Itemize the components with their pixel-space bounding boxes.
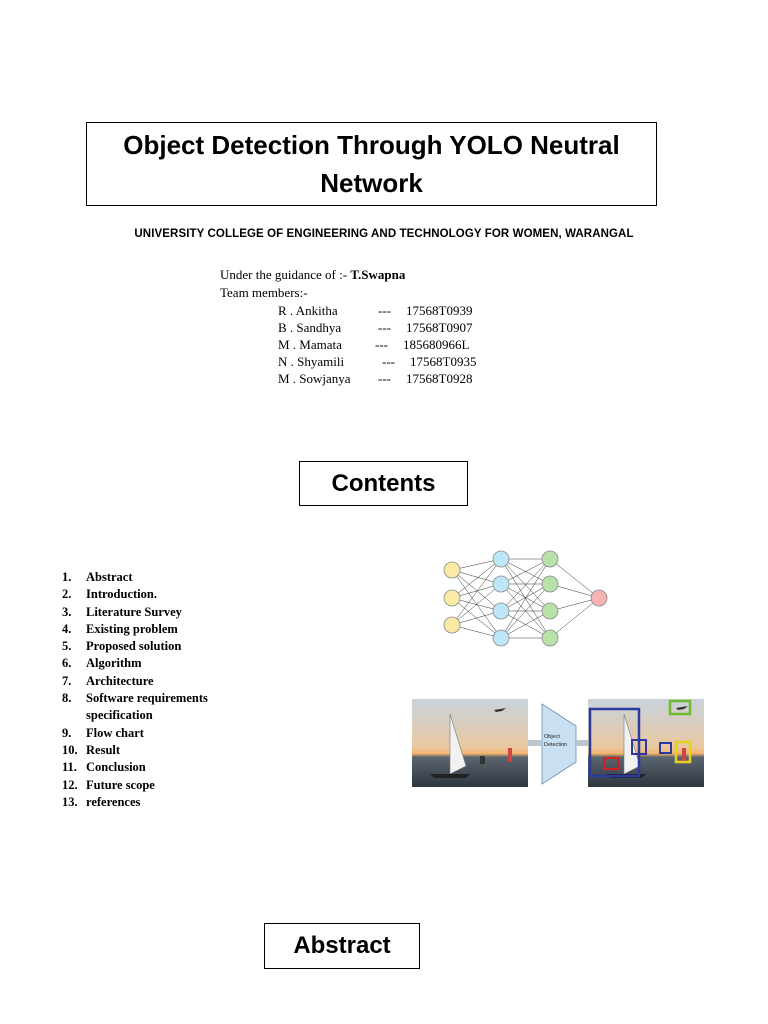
- toc-item: [62, 638, 236, 655]
- model-label-line1: Object: [544, 734, 560, 740]
- toc-item: [62, 673, 236, 690]
- toc-text: Introduction.: [86, 587, 157, 602]
- toc-number: 9.: [62, 725, 72, 740]
- toc-number: 11.: [62, 760, 77, 775]
- toc-number: 7.: [62, 673, 72, 688]
- toc-number: 12.: [62, 777, 78, 792]
- hidden-node: [493, 630, 509, 646]
- guide-name: T.Swapna: [350, 267, 406, 282]
- hidden-node: [493, 603, 509, 619]
- network-edge: [550, 598, 599, 638]
- toc-item: [62, 621, 236, 638]
- toc-text: Literature Survey: [86, 604, 182, 619]
- member-id: 17568T0939: [406, 303, 473, 318]
- input-photo: [412, 699, 528, 787]
- model-label-line2: Detection: [544, 742, 568, 748]
- network-connections: [452, 559, 599, 638]
- team-member: [278, 320, 472, 337]
- team-member: [278, 354, 476, 371]
- member-separator: ---: [378, 303, 391, 318]
- hidden-node: [542, 603, 558, 619]
- person: [480, 756, 485, 764]
- input-node: [444, 590, 460, 606]
- member-name: N . Shyamili: [278, 354, 345, 369]
- toc-number: 3.: [62, 604, 72, 619]
- toc-text: Algorithm: [86, 656, 142, 671]
- toc-text: Future scope: [86, 777, 155, 792]
- arrow-in: [528, 740, 542, 746]
- input-node: [444, 562, 460, 578]
- hidden-node: [542, 551, 558, 567]
- network-edge: [452, 584, 501, 625]
- toc-number: 1.: [62, 570, 72, 584]
- member-separator: ---: [382, 354, 395, 369]
- buoy: [508, 748, 512, 762]
- toc-item: [62, 794, 236, 811]
- neural-network-diagram: [435, 545, 615, 655]
- toc-number: 5.: [62, 639, 72, 654]
- hidden-node: [493, 551, 509, 567]
- team-member: [278, 371, 472, 388]
- toc-number: 4.: [62, 621, 72, 636]
- toc-text: references: [86, 794, 141, 809]
- toc-number: 2.: [62, 587, 72, 602]
- guidance-label: Under the guidance of :-: [220, 267, 351, 282]
- toc-text: Conclusion: [86, 760, 146, 775]
- member-id: 17568T0935: [410, 354, 477, 369]
- member-name: M . Sowjanya: [278, 371, 351, 386]
- member-name: R . Ankitha: [278, 303, 338, 318]
- team-member: [278, 337, 469, 354]
- university-name: UNIVERSITY COLLEGE OF ENGINEERING AND TECHNOLOGY FOR WOMEN, WARANGAL: [134, 228, 634, 240]
- toc-text: Result: [86, 742, 121, 757]
- toc-number: 8.: [62, 691, 72, 706]
- arrow-out: [576, 740, 588, 746]
- input-node: [444, 617, 460, 633]
- toc-text: Flow chart: [86, 725, 144, 740]
- member-id: 185680966L: [403, 337, 470, 352]
- team-member: [278, 303, 472, 320]
- toc-item: [62, 655, 236, 672]
- toc-item: [62, 777, 236, 794]
- toc-text: Abstract: [86, 570, 133, 584]
- toc-item: [62, 569, 236, 586]
- network-edge: [452, 570, 501, 611]
- guidance-line: [220, 267, 405, 283]
- contents-heading-box: [299, 461, 468, 506]
- abstract-heading-box: [264, 923, 420, 969]
- member-separator: ---: [375, 337, 388, 352]
- toc-number: 10.: [62, 742, 78, 757]
- hidden-node: [542, 630, 558, 646]
- toc-item: [62, 586, 236, 603]
- toc-item: [62, 690, 236, 725]
- toc-number: 13.: [62, 794, 78, 809]
- toc-text: Proposed solution: [86, 639, 182, 654]
- output-photo: [588, 699, 704, 787]
- toc-item: [62, 759, 236, 776]
- team-members-label: Team members:-: [220, 285, 308, 300]
- member-name: B . Sandhya: [278, 320, 342, 335]
- sailboat-hull: [430, 774, 470, 778]
- output-node: [591, 590, 607, 606]
- member-name: M . Mamata: [278, 337, 342, 352]
- network-edge: [550, 559, 599, 598]
- toc-item: [62, 725, 236, 742]
- document-title: Object Detection Through YOLO Neutral Network: [123, 130, 620, 198]
- detection-model: [528, 704, 588, 784]
- toc-number: 6.: [62, 656, 72, 671]
- toc-item: [62, 742, 236, 759]
- title-box: [86, 122, 657, 206]
- toc-text: Architecture: [86, 673, 154, 688]
- table-of-contents: [62, 569, 236, 811]
- toc-text: Existing problem: [86, 621, 178, 636]
- member-separator: ---: [378, 320, 391, 335]
- abstract-heading: Abstract: [293, 932, 391, 959]
- member-id: 17568T0907: [406, 320, 473, 335]
- toc-text: Software requirements specification: [86, 691, 208, 723]
- hidden-node: [493, 576, 509, 592]
- member-separator: ---: [378, 371, 391, 386]
- hidden-node: [542, 576, 558, 592]
- contents-heading: Contents: [331, 469, 436, 497]
- object-detection-illustration: [410, 696, 706, 790]
- member-id: 17568T0928: [406, 371, 473, 386]
- toc-item: [62, 604, 236, 621]
